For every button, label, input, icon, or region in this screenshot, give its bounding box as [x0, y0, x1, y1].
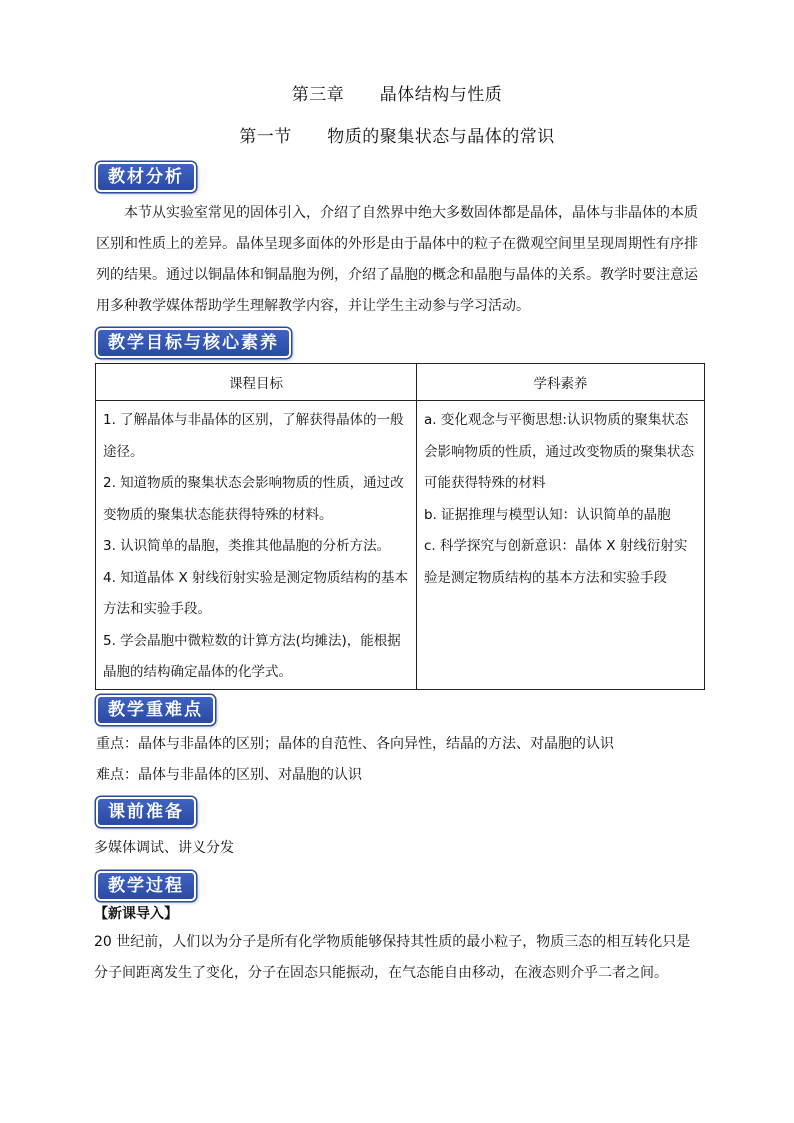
goal-item-5: 5. 学会晶胞中微粒数的计算方法(均摊法)，能根据晶胞的结构确定晶体的化学式。	[103, 632, 401, 680]
literacy-cell	[417, 401, 705, 690]
analysis-paragraph: 本节从实验室常见的固体引入，介绍了自然界中绝大多数固体都是晶体，晶体与非晶体的本质区别和性质上的差异。晶体呈现多面体的外形是由于晶体中的粒子在微观空间里呈现周期性有序排列的结果。通过以铜晶体和铜晶胞为例，介绍了晶胞的概念和晶胞与晶体的关系。教学时要注意运用多种教学媒体帮助学生理解教学内容，并让学生主动参与学习活动。	[96, 205, 698, 314]
process-paragraph: 20 世纪前，人们以为分子是所有化学物质能够保持其性质的最小粒子，物质三态的相互转化只是分子间距离发生了变化，分子在固态只能振动，在气态能自由移动，在液态则介乎二者之间。	[94, 934, 691, 981]
heading-badge-objectives: 教学目标与核心素养	[96, 328, 291, 358]
table-header-row	[96, 364, 705, 401]
goals-cell	[96, 401, 417, 690]
literacy-item-a: a. 变化观念与平衡思想:认识物质的聚集状态会影响物质的性质，通过改变物质的聚集状态可能获得特殊的材料	[424, 412, 694, 491]
key-point-difficulty: 难点：晶体与非晶体的区别、对晶胞的认识	[96, 767, 362, 783]
heading-badge-process: 教学过程	[96, 871, 196, 901]
table-header-literacy: 学科素养	[417, 364, 705, 401]
literacy-item-c: c. 科学探究与创新意识：晶体 X 射线衍射实验是测定物质结构的基本方法和实验手段	[424, 538, 688, 586]
objectives-table	[95, 363, 705, 690]
heading-badge-analysis: 教材分析	[96, 162, 196, 192]
goal-item-4: 4. 知道晶体 X 射线衍射实验是测定物质结构的基本方法和实验手段。	[103, 569, 409, 617]
heading-badge-key-points: 教学重难点	[96, 695, 215, 725]
section-title: 第一节 物质的聚集状态与晶体的常识	[239, 127, 555, 147]
goal-item-2: 2. 知道物质的聚集状态会影响物质的性质，通过改变物质的聚集状态能获得特殊的材料。	[103, 475, 404, 523]
goal-item-3: 3. 认识简单的晶胞，类推其他晶胞的分析方法。	[103, 538, 391, 554]
chapter-title: 第三章 晶体结构与性质	[291, 85, 503, 105]
literacy-item-b: b. 证据推理与模型认知：认识简单的晶胞	[424, 506, 671, 523]
preparation-text: 多媒体调试、讲义分发	[94, 840, 234, 856]
heading-badge-preparation: 课前准备	[96, 797, 196, 827]
goal-item-1: 1. 了解晶体与非晶体的区别，了解获得晶体的一般途径。	[103, 412, 404, 460]
table-header-goals: 课程目标	[96, 364, 417, 401]
process-subheading: 【新课导入】	[94, 906, 178, 922]
table-row	[96, 401, 705, 690]
key-point-focus: 重点：晶体与非晶体的区别；晶体的自范性、各向异性，结晶的方法、对晶胞的认识	[96, 736, 614, 752]
